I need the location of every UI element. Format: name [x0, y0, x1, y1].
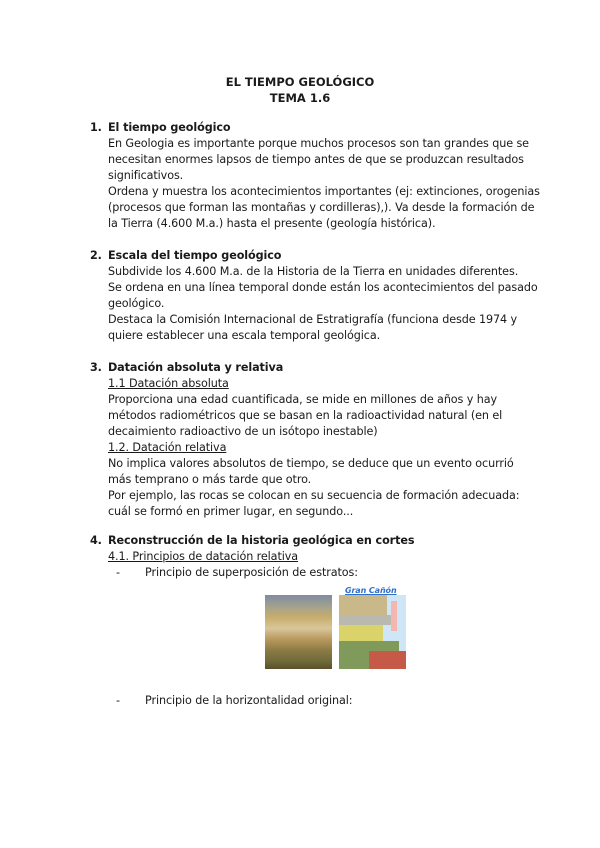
- text-line: (procesos que forman las montañas y cordilleras),). Va desde la formación de: [108, 201, 535, 214]
- section-number: 3.: [90, 361, 102, 374]
- section-heading: Datación absoluta y relativa: [108, 361, 284, 374]
- document-body: [90, 120, 540, 725]
- text-line: En Geologia es importante porque muchos procesos son tan grandes que se: [108, 137, 529, 150]
- section-1: [90, 120, 540, 232]
- subsection-heading: 1.2. Datación relativa: [108, 441, 227, 454]
- section-3: [90, 360, 540, 520]
- strata-diagram: [339, 595, 406, 669]
- document-title: EL TIEMPO GEOLÓGICO: [225, 75, 375, 89]
- section-2: [90, 248, 540, 344]
- section-4: [90, 533, 540, 709]
- section-number: 1.: [90, 121, 102, 134]
- section-number: 4.: [90, 534, 102, 547]
- text-line: significativos.: [108, 169, 184, 182]
- section-heading: El tiempo geológico: [108, 121, 231, 134]
- figure-caption: Gran Cañón: [345, 586, 397, 595]
- text-line: métodos radiométricos que se basan en la radioactividad natural (en el: [108, 409, 503, 422]
- text-line: Por ejemplo, las rocas se colocan en su secuencia de formación adecuada:: [108, 489, 520, 502]
- subsection-heading: 1.1 Datación absoluta: [108, 377, 229, 390]
- grand-canyon-photo: [265, 595, 332, 669]
- list-item: [90, 565, 540, 581]
- text-line: quiere establecer una escala temporal geológica.: [108, 329, 381, 342]
- section-heading: Reconstrucción de la historia geológica en cortes: [108, 534, 415, 547]
- bullet-dash: -: [116, 566, 120, 579]
- bullet-dash: -: [116, 694, 120, 707]
- text-line: decaimiento radioactivo de un isótopo inestable): [108, 425, 378, 438]
- text-line: No implica valores absolutos de tiempo, se deduce que un evento ocurrió: [108, 457, 514, 470]
- text-line: Proporciona una edad cuantificada, se mide en millones de años y hay: [108, 393, 497, 406]
- text-line: Destaca la Comisión Internacional de Estratigrafía (funciona desde 1974 y: [108, 313, 518, 326]
- text-line: cuál se formó en primer lugar, en segundo...: [108, 505, 354, 518]
- text-line: Se ordena en una línea temporal donde están los acontecimientos del pasado: [108, 281, 538, 294]
- text-line: geológico.: [108, 297, 165, 310]
- text-line: más temprano o más tarde que otro.: [108, 473, 312, 486]
- figure-grand-canyon: [90, 581, 540, 693]
- subsection-heading: 4.1. Principios de datación relativa: [108, 550, 299, 563]
- list-item-text: Principio de superposición de estratos:: [145, 566, 358, 579]
- text-line: Ordena y muestra los acontecimientos importantes (ej: extinciones, orogenias: [108, 185, 540, 198]
- document-subtitle: TEMA 1.6: [269, 91, 331, 105]
- text-line: necesitan enormes lapsos de tiempo antes de que se produzcan resultados: [108, 153, 524, 166]
- list-item-text: Principio de la horizontalidad original:: [145, 694, 353, 707]
- section-heading: Escala del tiempo geológico: [108, 249, 282, 262]
- list-item: [90, 693, 540, 709]
- arrow-up-icon: [391, 601, 397, 631]
- section-number: 2.: [90, 249, 102, 262]
- text-line: Subdivide los 4.600 M.a. de la Historia de la Tierra en unidades diferentes.: [108, 265, 519, 278]
- text-line: la Tierra (4.600 M.a.) hasta el presente (geología histórica).: [108, 217, 436, 230]
